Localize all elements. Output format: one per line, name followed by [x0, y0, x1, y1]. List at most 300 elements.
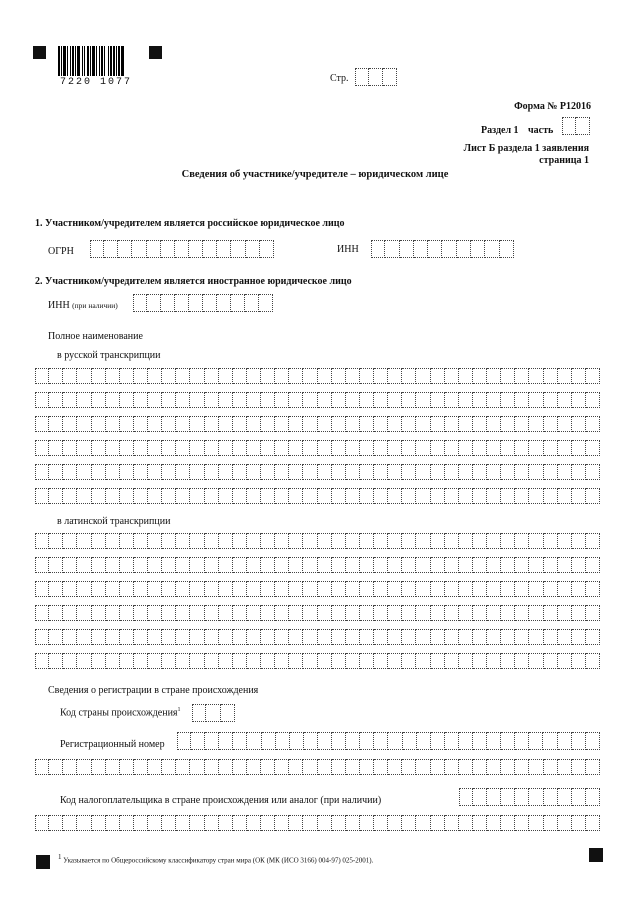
- input-cell[interactable]: [544, 629, 558, 645]
- input-cell[interactable]: [388, 629, 402, 645]
- input-cell[interactable]: [247, 416, 261, 432]
- input-cell[interactable]: [572, 788, 586, 806]
- input-cell[interactable]: [459, 759, 473, 775]
- input-cell[interactable]: [205, 488, 219, 504]
- input-cell[interactable]: [586, 533, 600, 549]
- input-cell[interactable]: [106, 440, 120, 456]
- input-cell[interactable]: [63, 605, 77, 621]
- input-cell[interactable]: [332, 759, 346, 775]
- input-cell[interactable]: [190, 533, 204, 549]
- input-cell[interactable]: [318, 732, 332, 750]
- input-cell[interactable]: [261, 759, 275, 775]
- input-cell[interactable]: [586, 440, 600, 456]
- input-cell[interactable]: [106, 488, 120, 504]
- input-cell[interactable]: [261, 440, 275, 456]
- input-cell[interactable]: [148, 629, 162, 645]
- input-cell[interactable]: [402, 368, 416, 384]
- input-cell[interactable]: [529, 815, 543, 831]
- input-cell[interactable]: [431, 464, 445, 480]
- input-cell[interactable]: [501, 629, 515, 645]
- input-cell[interactable]: [487, 653, 501, 669]
- input-cell[interactable]: [346, 533, 360, 549]
- input-cell[interactable]: [303, 416, 317, 432]
- input-cell[interactable]: [402, 557, 416, 573]
- input-cell[interactable]: [92, 464, 106, 480]
- input-cell[interactable]: [219, 759, 233, 775]
- input-cell[interactable]: [35, 416, 49, 432]
- input-cell[interactable]: [219, 557, 233, 573]
- input-cell[interactable]: [374, 732, 388, 750]
- input-cell[interactable]: [219, 581, 233, 597]
- input-cell[interactable]: [77, 629, 91, 645]
- input-cell[interactable]: [275, 653, 289, 669]
- input-cell[interactable]: [289, 440, 303, 456]
- input-cell[interactable]: [402, 653, 416, 669]
- input-cell[interactable]: [360, 732, 374, 750]
- input-cell[interactable]: [120, 440, 134, 456]
- input-cell[interactable]: [558, 815, 572, 831]
- input-cell[interactable]: [77, 581, 91, 597]
- input-cell[interactable]: [558, 759, 572, 775]
- input-cell[interactable]: [303, 629, 317, 645]
- input-cell[interactable]: [572, 440, 586, 456]
- reg-number-cells-line1[interactable]: [177, 732, 600, 750]
- input-cell[interactable]: [360, 368, 374, 384]
- input-cell[interactable]: [374, 653, 388, 669]
- input-cell[interactable]: [247, 440, 261, 456]
- input-cell[interactable]: [501, 732, 515, 750]
- input-cell[interactable]: [176, 416, 190, 432]
- input-cell[interactable]: [289, 368, 303, 384]
- input-cell[interactable]: [275, 368, 289, 384]
- input-cell[interactable]: [318, 759, 332, 775]
- input-cell[interactable]: [515, 732, 529, 750]
- input-cell[interactable]: [289, 629, 303, 645]
- input-cell[interactable]: [233, 368, 247, 384]
- input-cell[interactable]: [63, 488, 77, 504]
- input-cell[interactable]: [233, 533, 247, 549]
- input-cell[interactable]: [374, 440, 388, 456]
- input-cell[interactable]: [374, 815, 388, 831]
- input-cell[interactable]: [558, 488, 572, 504]
- input-cell[interactable]: [63, 392, 77, 408]
- input-cell[interactable]: [388, 488, 402, 504]
- input-cell[interactable]: [374, 368, 388, 384]
- input-cell[interactable]: [289, 557, 303, 573]
- input-cell[interactable]: [360, 605, 374, 621]
- input-cell[interactable]: [49, 488, 63, 504]
- ogrn-cells[interactable]: [90, 240, 274, 258]
- input-cell[interactable]: [205, 416, 219, 432]
- input-cell[interactable]: [35, 533, 49, 549]
- input-cell[interactable]: [260, 240, 274, 258]
- input-cell[interactable]: [473, 605, 487, 621]
- input-cell[interactable]: [190, 581, 204, 597]
- input-cell[interactable]: [190, 488, 204, 504]
- input-cell[interactable]: [219, 464, 233, 480]
- input-cell[interactable]: [473, 581, 487, 597]
- input-cell[interactable]: [132, 240, 146, 258]
- input-cell[interactable]: [374, 581, 388, 597]
- input-cell[interactable]: [49, 464, 63, 480]
- input-cell[interactable]: [275, 464, 289, 480]
- input-cell[interactable]: [374, 557, 388, 573]
- input-cell[interactable]: [332, 416, 346, 432]
- input-cell[interactable]: [233, 464, 247, 480]
- input-cell[interactable]: [403, 732, 417, 750]
- input-cell[interactable]: [501, 557, 515, 573]
- input-cell[interactable]: [35, 557, 49, 573]
- input-cell[interactable]: [318, 416, 332, 432]
- input-cell[interactable]: [431, 605, 445, 621]
- input-cell[interactable]: [473, 533, 487, 549]
- input-cell[interactable]: [346, 581, 360, 597]
- input-cell[interactable]: [544, 788, 558, 806]
- input-cell[interactable]: [459, 788, 473, 806]
- input-cell[interactable]: [231, 294, 245, 312]
- input-cell[interactable]: [176, 464, 190, 480]
- input-cell[interactable]: [544, 581, 558, 597]
- input-cell[interactable]: [233, 488, 247, 504]
- input-cell[interactable]: [459, 533, 473, 549]
- input-cell[interactable]: [303, 533, 317, 549]
- input-cell[interactable]: [147, 240, 161, 258]
- input-cell[interactable]: [515, 581, 529, 597]
- input-cell[interactable]: [148, 368, 162, 384]
- tax-code-cells-line1[interactable]: [459, 788, 600, 806]
- input-cell[interactable]: [106, 392, 120, 408]
- input-cell[interactable]: [318, 581, 332, 597]
- input-cell[interactable]: [120, 605, 134, 621]
- input-cell[interactable]: [219, 732, 233, 750]
- input-cell[interactable]: [120, 368, 134, 384]
- input-cell[interactable]: [586, 581, 600, 597]
- input-cell[interactable]: [459, 416, 473, 432]
- input-cell[interactable]: [120, 488, 134, 504]
- input-cell[interactable]: [416, 815, 430, 831]
- input-cell[interactable]: [402, 464, 416, 480]
- input-cell[interactable]: [529, 788, 543, 806]
- input-cell[interactable]: [247, 653, 261, 669]
- input-cell[interactable]: [360, 653, 374, 669]
- input-cell[interactable]: [431, 416, 445, 432]
- input-cell[interactable]: [233, 653, 247, 669]
- input-cell[interactable]: [176, 368, 190, 384]
- grid-row[interactable]: [35, 488, 600, 504]
- input-cell[interactable]: [487, 464, 501, 480]
- input-cell[interactable]: [558, 464, 572, 480]
- input-cell[interactable]: [572, 392, 586, 408]
- input-cell[interactable]: [261, 368, 275, 384]
- input-cell[interactable]: [176, 581, 190, 597]
- input-cell[interactable]: [431, 815, 445, 831]
- input-cell[interactable]: [445, 605, 459, 621]
- input-cell[interactable]: [544, 759, 558, 775]
- input-cell[interactable]: [233, 605, 247, 621]
- input-cell[interactable]: [190, 815, 204, 831]
- input-cell[interactable]: [303, 557, 317, 573]
- input-cell[interactable]: [572, 533, 586, 549]
- input-cell[interactable]: [106, 759, 120, 775]
- input-cell[interactable]: [572, 581, 586, 597]
- country-code-cells[interactable]: [192, 704, 235, 722]
- input-cell[interactable]: [374, 629, 388, 645]
- input-cell[interactable]: [148, 533, 162, 549]
- input-cell[interactable]: [247, 629, 261, 645]
- input-cell[interactable]: [332, 732, 346, 750]
- input-cell[interactable]: [473, 732, 487, 750]
- input-cell[interactable]: [49, 368, 63, 384]
- input-cell[interactable]: [247, 581, 261, 597]
- input-cell[interactable]: [332, 815, 346, 831]
- input-cell[interactable]: [544, 368, 558, 384]
- input-cell[interactable]: [134, 416, 148, 432]
- input-cell[interactable]: [515, 368, 529, 384]
- input-cell[interactable]: [162, 392, 176, 408]
- input-cell[interactable]: [431, 440, 445, 456]
- input-cell[interactable]: [303, 392, 317, 408]
- input-cell[interactable]: [205, 629, 219, 645]
- input-cell[interactable]: [205, 392, 219, 408]
- input-cell[interactable]: [402, 416, 416, 432]
- input-cell[interactable]: [35, 392, 49, 408]
- input-cell[interactable]: [148, 759, 162, 775]
- input-cell[interactable]: [360, 629, 374, 645]
- input-cell[interactable]: [400, 240, 414, 258]
- grid-row[interactable]: [35, 440, 600, 456]
- input-cell[interactable]: [106, 629, 120, 645]
- input-cell[interactable]: [572, 815, 586, 831]
- input-cell[interactable]: [219, 488, 233, 504]
- input-cell[interactable]: [148, 557, 162, 573]
- input-cell[interactable]: [416, 581, 430, 597]
- input-cell[interactable]: [487, 368, 501, 384]
- input-cell[interactable]: [346, 629, 360, 645]
- input-cell[interactable]: [275, 605, 289, 621]
- input-cell[interactable]: [544, 392, 558, 408]
- input-cell[interactable]: [576, 117, 590, 135]
- input-cell[interactable]: [233, 440, 247, 456]
- input-cell[interactable]: [190, 605, 204, 621]
- input-cell[interactable]: [106, 416, 120, 432]
- input-cell[interactable]: [205, 464, 219, 480]
- input-cell[interactable]: [134, 440, 148, 456]
- input-cell[interactable]: [162, 533, 176, 549]
- input-cell[interactable]: [261, 815, 275, 831]
- input-cell[interactable]: [161, 240, 175, 258]
- input-cell[interactable]: [63, 815, 77, 831]
- input-cell[interactable]: [233, 557, 247, 573]
- input-cell[interactable]: [416, 464, 430, 480]
- input-cell[interactable]: [161, 294, 175, 312]
- input-cell[interactable]: [162, 581, 176, 597]
- input-cell[interactable]: [586, 392, 600, 408]
- input-cell[interactable]: [192, 704, 206, 722]
- input-cell[interactable]: [275, 557, 289, 573]
- input-cell[interactable]: [388, 653, 402, 669]
- input-cell[interactable]: [529, 605, 543, 621]
- input-cell[interactable]: [428, 240, 442, 258]
- input-cell[interactable]: [473, 653, 487, 669]
- input-cell[interactable]: [176, 629, 190, 645]
- input-cell[interactable]: [162, 440, 176, 456]
- input-cell[interactable]: [558, 440, 572, 456]
- input-cell[interactable]: [90, 240, 104, 258]
- input-cell[interactable]: [175, 240, 189, 258]
- input-cell[interactable]: [219, 392, 233, 408]
- input-cell[interactable]: [544, 464, 558, 480]
- input-cell[interactable]: [388, 464, 402, 480]
- input-cell[interactable]: [346, 464, 360, 480]
- input-cell[interactable]: [233, 581, 247, 597]
- input-cell[interactable]: [431, 629, 445, 645]
- input-cell[interactable]: [388, 732, 402, 750]
- input-cell[interactable]: [515, 815, 529, 831]
- input-cell[interactable]: [205, 368, 219, 384]
- input-cell[interactable]: [416, 392, 430, 408]
- input-cell[interactable]: [120, 464, 134, 480]
- input-cell[interactable]: [374, 392, 388, 408]
- input-cell[interactable]: [445, 368, 459, 384]
- input-cell[interactable]: [473, 464, 487, 480]
- input-cell[interactable]: [221, 704, 235, 722]
- input-cell[interactable]: [162, 464, 176, 480]
- input-cell[interactable]: [290, 732, 304, 750]
- input-cell[interactable]: [473, 788, 487, 806]
- input-cell[interactable]: [572, 464, 586, 480]
- input-cell[interactable]: [205, 653, 219, 669]
- input-cell[interactable]: [106, 557, 120, 573]
- input-cell[interactable]: [487, 815, 501, 831]
- input-cell[interactable]: [247, 815, 261, 831]
- input-cell[interactable]: [92, 557, 106, 573]
- input-cell[interactable]: [49, 815, 63, 831]
- input-cell[interactable]: [374, 488, 388, 504]
- input-cell[interactable]: [360, 464, 374, 480]
- input-cell[interactable]: [162, 815, 176, 831]
- input-cell[interactable]: [92, 488, 106, 504]
- input-cell[interactable]: [515, 653, 529, 669]
- input-cell[interactable]: [459, 815, 473, 831]
- input-cell[interactable]: [147, 294, 161, 312]
- input-cell[interactable]: [402, 581, 416, 597]
- input-cell[interactable]: [529, 759, 543, 775]
- input-cell[interactable]: [148, 464, 162, 480]
- input-cell[interactable]: [500, 240, 514, 258]
- input-cell[interactable]: [219, 533, 233, 549]
- input-cell[interactable]: [134, 392, 148, 408]
- input-cell[interactable]: [431, 368, 445, 384]
- input-cell[interactable]: [35, 759, 49, 775]
- input-cell[interactable]: [346, 392, 360, 408]
- input-cell[interactable]: [92, 653, 106, 669]
- input-cell[interactable]: [515, 533, 529, 549]
- input-cell[interactable]: [162, 629, 176, 645]
- input-cell[interactable]: [318, 605, 332, 621]
- input-cell[interactable]: [191, 732, 205, 750]
- input-cell[interactable]: [360, 488, 374, 504]
- input-cell[interactable]: [360, 440, 374, 456]
- input-cell[interactable]: [431, 581, 445, 597]
- input-cell[interactable]: [92, 815, 106, 831]
- input-cell[interactable]: [176, 488, 190, 504]
- input-cell[interactable]: [501, 759, 515, 775]
- input-cell[interactable]: [445, 392, 459, 408]
- input-cell[interactable]: [487, 732, 501, 750]
- input-cell[interactable]: [35, 815, 49, 831]
- input-cell[interactable]: [586, 368, 600, 384]
- input-cell[interactable]: [558, 533, 572, 549]
- grid-row[interactable]: [35, 581, 600, 597]
- input-cell[interactable]: [217, 240, 231, 258]
- input-cell[interactable]: [459, 605, 473, 621]
- input-cell[interactable]: [416, 368, 430, 384]
- input-cell[interactable]: [572, 629, 586, 645]
- input-cell[interactable]: [501, 488, 515, 504]
- input-cell[interactable]: [233, 759, 247, 775]
- input-cell[interactable]: [360, 557, 374, 573]
- input-cell[interactable]: [77, 368, 91, 384]
- input-cell[interactable]: [572, 557, 586, 573]
- input-cell[interactable]: [445, 533, 459, 549]
- input-cell[interactable]: [431, 392, 445, 408]
- input-cell[interactable]: [515, 488, 529, 504]
- input-cell[interactable]: [501, 368, 515, 384]
- input-cell[interactable]: [35, 653, 49, 669]
- input-cell[interactable]: [332, 464, 346, 480]
- input-cell[interactable]: [318, 653, 332, 669]
- input-cell[interactable]: [346, 557, 360, 573]
- input-cell[interactable]: [416, 488, 430, 504]
- input-cell[interactable]: [501, 605, 515, 621]
- reg-number-cells-line2[interactable]: [35, 759, 600, 775]
- input-cell[interactable]: [162, 416, 176, 432]
- input-cell[interactable]: [259, 294, 273, 312]
- input-cell[interactable]: [431, 533, 445, 549]
- input-cell[interactable]: [529, 629, 543, 645]
- input-cell[interactable]: [77, 464, 91, 480]
- input-cell[interactable]: [416, 533, 430, 549]
- input-cell[interactable]: [303, 581, 317, 597]
- input-cell[interactable]: [459, 368, 473, 384]
- input-cell[interactable]: [402, 440, 416, 456]
- input-cell[interactable]: [459, 732, 473, 750]
- input-cell[interactable]: [515, 557, 529, 573]
- input-cell[interactable]: [205, 557, 219, 573]
- input-cell[interactable]: [586, 759, 600, 775]
- input-cell[interactable]: [106, 533, 120, 549]
- input-cell[interactable]: [233, 392, 247, 408]
- input-cell[interactable]: [586, 488, 600, 504]
- input-cell[interactable]: [49, 629, 63, 645]
- input-cell[interactable]: [77, 440, 91, 456]
- input-cell[interactable]: [289, 653, 303, 669]
- input-cell[interactable]: [318, 368, 332, 384]
- input-cell[interactable]: [501, 440, 515, 456]
- input-cell[interactable]: [203, 240, 217, 258]
- input-cell[interactable]: [529, 533, 543, 549]
- input-cell[interactable]: [572, 653, 586, 669]
- input-cell[interactable]: [459, 581, 473, 597]
- input-cell[interactable]: [332, 557, 346, 573]
- input-cell[interactable]: [261, 533, 275, 549]
- input-cell[interactable]: [487, 605, 501, 621]
- input-cell[interactable]: [63, 368, 77, 384]
- input-cell[interactable]: [233, 416, 247, 432]
- input-cell[interactable]: [459, 488, 473, 504]
- input-cell[interactable]: [162, 653, 176, 669]
- input-cell[interactable]: [205, 581, 219, 597]
